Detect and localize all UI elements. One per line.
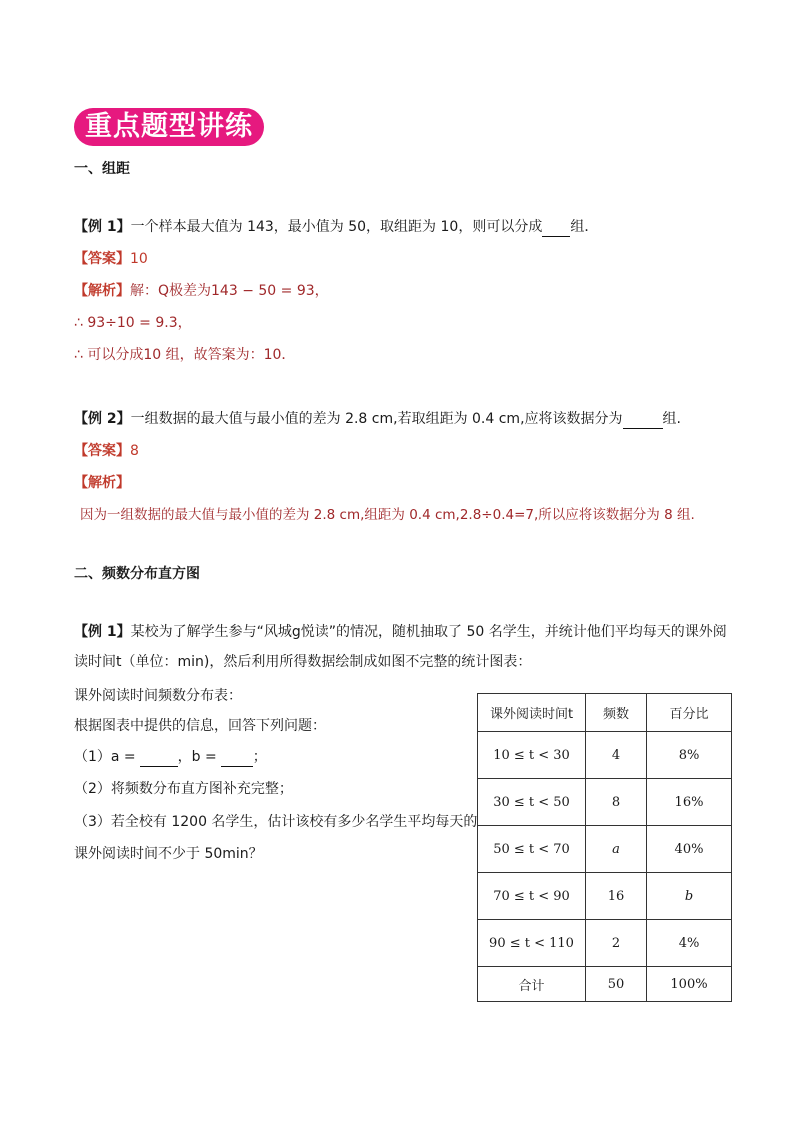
answer-value: 10 [130,251,148,267]
table-cell-total-frequency: 50 [586,967,647,1002]
example-2-answer [74,441,139,461]
question-3-line-2: 课外阅读时间不少于 50min？ [74,846,263,862]
table-cell-frequency: 2 [586,920,647,967]
example-1-question [74,217,598,237]
question-suffix: 组． [570,219,599,235]
section-banner: 重点题型讲练 [74,108,264,146]
question-text: 一个样本最大值为 143，最小值为 50，取组距为 10，则可以分成 [130,219,543,235]
answer-blank-b [221,750,253,767]
example-2-question [74,409,681,429]
analysis-line-2: ∴ 93÷10 = 9.3， [74,315,192,331]
answer-blank [542,220,570,237]
example-label: 【例 1】 [74,219,131,235]
table-cell-total-percentage: 100% [647,967,732,1002]
table-cell-percentage: 40% [647,826,732,873]
q1-a-label: （1）a = [74,749,136,765]
frequency-distribution-table [477,693,732,1002]
answer-blank-a [140,750,178,767]
histogram-example-line-1 [74,622,727,642]
section-heading-group-distance: 一、组距 [74,161,130,177]
analysis-line-1: 解：Q极差为143 − 50 = 93， [130,283,329,299]
question-prompt: 根据图表中提供的信息，回答下列问题： [74,718,326,734]
table-row [478,826,732,873]
table-cell-frequency: 4 [586,732,647,779]
question-text: 一组数据的最大值与最小值的差为 2.8 cm,若取组距为 0.4 cm,应将该数据分为 [130,411,623,427]
table-cell-frequency: 16 [586,873,647,920]
q1-end: ； [252,749,267,765]
question-1 [74,747,267,767]
table-caption: 课外阅读时间频数分布表： [74,688,242,704]
answer-label: 【答案】 [74,443,130,459]
table-cell-interval: 70 ≤ t < 90 [478,873,586,920]
table-row [478,732,732,779]
example-2-analysis-text: 因为一组数据的最大值与最小值的差为 2.8 cm,组距为 0.4 cm,2.8÷0.4=7,所以应将该数据分为 8 组. [80,507,695,523]
analysis-label: 【解析】 [74,475,130,491]
table-row [478,779,732,826]
table-header-time: 课外阅读时间t [478,694,586,732]
table-total-row [478,967,732,1002]
q1-b-label: ，b = [177,749,217,765]
answer-blank [623,412,663,429]
table-cell-percentage: 8% [647,732,732,779]
table-cell-percentage: 16% [647,779,732,826]
example-1-answer [74,249,148,269]
question-2: （2）将频数分布直方图补充完整； [74,781,293,797]
table-row [478,920,732,967]
table-header-row [478,694,732,732]
question-3-line-1: （3）若全校有 1200 名学生，估计该校有多少名学生平均每天的 [74,814,478,830]
table-cell-total-label: 合计 [478,967,586,1002]
table-cell-percentage: 4% [647,920,732,967]
table-row [478,873,732,920]
table-cell-interval: 10 ≤ t < 30 [478,732,586,779]
table-cell-frequency: a [586,826,647,873]
example-label: 【例 2】 [74,411,131,427]
table-cell-frequency: 8 [586,779,647,826]
table-header-percentage: 百分比 [647,694,732,732]
table-cell-interval: 50 ≤ t < 70 [478,826,586,873]
example-1-analysis [74,281,329,301]
answer-value: 8 [130,443,139,459]
table-cell-percentage: b [647,873,732,920]
table-header-frequency: 频数 [586,694,647,732]
question-suffix: 组. [662,411,681,427]
analysis-label: 【解析】 [74,283,130,299]
table-cell-interval: 90 ≤ t < 110 [478,920,586,967]
analysis-line-3: ∴ 可以分成10 组，故答案为：10． [74,347,296,363]
example-text: 某校为了解学生参与“风城g悦读”的情况，随机抽取了 50 名学生，并统计他们平均每天的课外阅 [130,624,727,640]
example-label: 【例 1】 [74,624,131,640]
answer-label: 【答案】 [74,251,130,267]
histogram-example-line-2: 读时间t（单位：min)，然后利用所得数据绘制成如图不完整的统计图表： [74,654,532,670]
table-cell-interval: 30 ≤ t < 50 [478,779,586,826]
section-heading-histogram: 二、频数分布直方图 [74,566,200,582]
